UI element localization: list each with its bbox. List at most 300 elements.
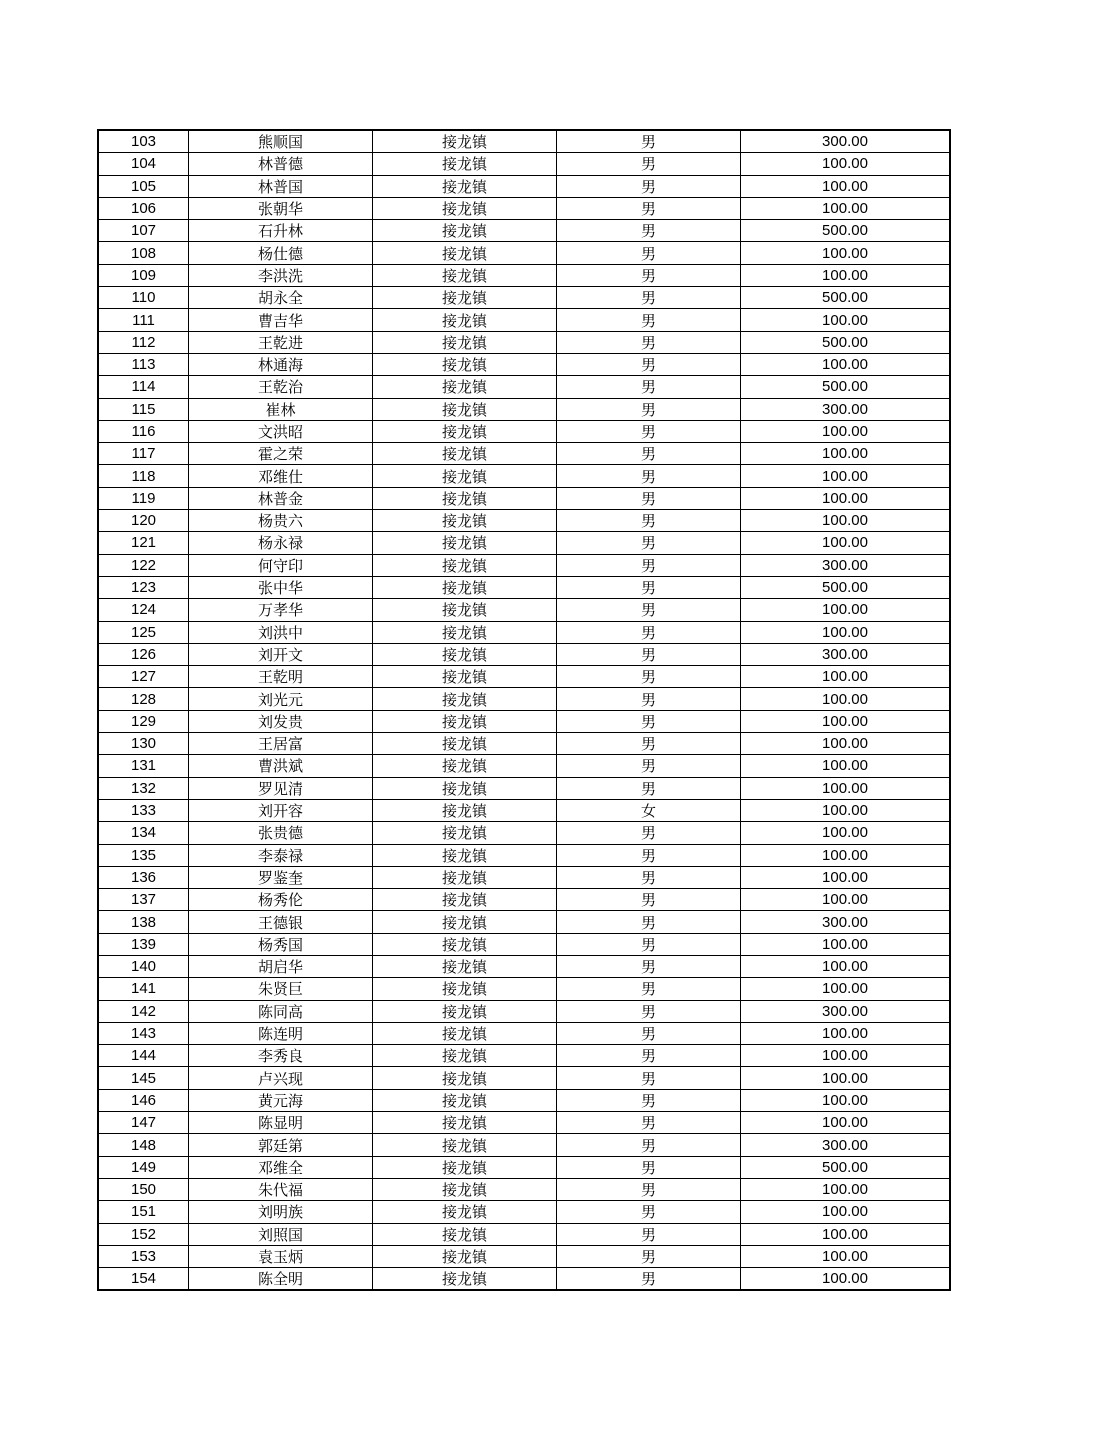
town-cell: 接龙镇 xyxy=(373,1067,557,1089)
gender-cell: 男 xyxy=(557,264,741,286)
row-index-cell: 140 xyxy=(98,955,189,977)
town-cell: 接龙镇 xyxy=(373,576,557,598)
amount-cell: 100.00 xyxy=(741,889,951,911)
amount-cell: 100.00 xyxy=(741,666,951,688)
amount-cell: 100.00 xyxy=(741,153,951,175)
gender-cell: 男 xyxy=(557,889,741,911)
table-row xyxy=(98,911,950,933)
row-index-cell: 138 xyxy=(98,911,189,933)
name-cell: 郭廷第 xyxy=(189,1134,373,1156)
name-cell: 胡永全 xyxy=(189,287,373,309)
data-table xyxy=(97,129,951,1291)
gender-cell: 男 xyxy=(557,510,741,532)
name-cell: 刘开文 xyxy=(189,643,373,665)
name-cell: 黄元海 xyxy=(189,1089,373,1111)
table-row xyxy=(98,710,950,732)
table-row xyxy=(98,331,950,353)
amount-cell: 100.00 xyxy=(741,866,951,888)
amount-cell: 300.00 xyxy=(741,554,951,576)
name-cell: 朱贤巨 xyxy=(189,978,373,1000)
row-index-cell: 139 xyxy=(98,933,189,955)
amount-cell: 100.00 xyxy=(741,1045,951,1067)
name-cell: 霍之荣 xyxy=(189,443,373,465)
town-cell: 接龙镇 xyxy=(373,978,557,1000)
row-index-cell: 123 xyxy=(98,576,189,598)
amount-cell: 500.00 xyxy=(741,576,951,598)
gender-cell: 男 xyxy=(557,621,741,643)
row-index-cell: 118 xyxy=(98,465,189,487)
gender-cell: 男 xyxy=(557,443,741,465)
town-cell: 接龙镇 xyxy=(373,889,557,911)
gender-cell: 男 xyxy=(557,465,741,487)
table-row xyxy=(98,955,950,977)
town-cell: 接龙镇 xyxy=(373,1268,557,1291)
gender-cell: 男 xyxy=(557,1201,741,1223)
gender-cell: 男 xyxy=(557,287,741,309)
row-index-cell: 145 xyxy=(98,1067,189,1089)
name-cell: 王居富 xyxy=(189,733,373,755)
row-index-cell: 124 xyxy=(98,599,189,621)
name-cell: 卢兴现 xyxy=(189,1067,373,1089)
table-row xyxy=(98,398,950,420)
table-row xyxy=(98,264,950,286)
gender-cell: 男 xyxy=(557,197,741,219)
table-row xyxy=(98,733,950,755)
row-index-cell: 103 xyxy=(98,130,189,153)
gender-cell: 男 xyxy=(557,1112,741,1134)
name-cell: 杨贵六 xyxy=(189,510,373,532)
amount-cell: 100.00 xyxy=(741,353,951,375)
row-index-cell: 105 xyxy=(98,175,189,197)
name-cell: 杨秀伦 xyxy=(189,889,373,911)
table-row xyxy=(98,130,950,153)
gender-cell: 男 xyxy=(557,933,741,955)
gender-cell: 男 xyxy=(557,554,741,576)
town-cell: 接龙镇 xyxy=(373,866,557,888)
row-index-cell: 147 xyxy=(98,1112,189,1134)
table-row xyxy=(98,1245,950,1267)
row-index-cell: 113 xyxy=(98,353,189,375)
name-cell: 王乾治 xyxy=(189,376,373,398)
amount-cell: 500.00 xyxy=(741,287,951,309)
town-cell: 接龙镇 xyxy=(373,1134,557,1156)
gender-cell: 男 xyxy=(557,1022,741,1044)
row-index-cell: 121 xyxy=(98,532,189,554)
name-cell: 陈显明 xyxy=(189,1112,373,1134)
town-cell: 接龙镇 xyxy=(373,130,557,153)
row-index-cell: 142 xyxy=(98,1000,189,1022)
table-row xyxy=(98,1223,950,1245)
row-index-cell: 135 xyxy=(98,844,189,866)
town-cell: 接龙镇 xyxy=(373,955,557,977)
row-index-cell: 114 xyxy=(98,376,189,398)
amount-cell: 100.00 xyxy=(741,621,951,643)
row-index-cell: 132 xyxy=(98,777,189,799)
name-cell: 曹洪斌 xyxy=(189,755,373,777)
table-row xyxy=(98,1067,950,1089)
name-cell: 何守印 xyxy=(189,554,373,576)
amount-cell: 100.00 xyxy=(741,532,951,554)
town-cell: 接龙镇 xyxy=(373,911,557,933)
gender-cell: 男 xyxy=(557,1045,741,1067)
row-index-cell: 120 xyxy=(98,510,189,532)
amount-cell: 100.00 xyxy=(741,510,951,532)
town-cell: 接龙镇 xyxy=(373,554,557,576)
name-cell: 刘明族 xyxy=(189,1201,373,1223)
table-row xyxy=(98,844,950,866)
town-cell: 接龙镇 xyxy=(373,599,557,621)
town-cell: 接龙镇 xyxy=(373,1156,557,1178)
gender-cell: 男 xyxy=(557,242,741,264)
table-row xyxy=(98,799,950,821)
table-row xyxy=(98,1268,950,1291)
table-row xyxy=(98,1022,950,1044)
table-row xyxy=(98,978,950,1000)
row-index-cell: 108 xyxy=(98,242,189,264)
gender-cell: 男 xyxy=(557,911,741,933)
gender-cell: 男 xyxy=(557,130,741,153)
table-row xyxy=(98,220,950,242)
row-index-cell: 127 xyxy=(98,666,189,688)
amount-cell: 100.00 xyxy=(741,487,951,509)
name-cell: 杨永禄 xyxy=(189,532,373,554)
name-cell: 张中华 xyxy=(189,576,373,598)
table-row xyxy=(98,933,950,955)
row-index-cell: 111 xyxy=(98,309,189,331)
town-cell: 接龙镇 xyxy=(373,264,557,286)
gender-cell: 男 xyxy=(557,175,741,197)
amount-cell: 300.00 xyxy=(741,1134,951,1156)
table-row xyxy=(98,197,950,219)
gender-cell: 男 xyxy=(557,710,741,732)
name-cell: 杨仕德 xyxy=(189,242,373,264)
town-cell: 接龙镇 xyxy=(373,1022,557,1044)
name-cell: 王乾进 xyxy=(189,331,373,353)
table-row xyxy=(98,755,950,777)
gender-cell: 男 xyxy=(557,420,741,442)
row-index-cell: 141 xyxy=(98,978,189,1000)
name-cell: 张贵德 xyxy=(189,822,373,844)
town-cell: 接龙镇 xyxy=(373,398,557,420)
table-row xyxy=(98,532,950,554)
name-cell: 罗见清 xyxy=(189,777,373,799)
gender-cell: 男 xyxy=(557,978,741,1000)
table-row xyxy=(98,376,950,398)
table-row xyxy=(98,487,950,509)
gender-cell: 男 xyxy=(557,309,741,331)
table-row xyxy=(98,1178,950,1200)
amount-cell: 100.00 xyxy=(741,175,951,197)
row-index-cell: 144 xyxy=(98,1045,189,1067)
amount-cell: 100.00 xyxy=(741,955,951,977)
amount-cell: 500.00 xyxy=(741,220,951,242)
gender-cell: 男 xyxy=(557,755,741,777)
name-cell: 李泰禄 xyxy=(189,844,373,866)
table-row xyxy=(98,465,950,487)
town-cell: 接龙镇 xyxy=(373,287,557,309)
name-cell: 林通海 xyxy=(189,353,373,375)
name-cell: 林普国 xyxy=(189,175,373,197)
town-cell: 接龙镇 xyxy=(373,443,557,465)
town-cell: 接龙镇 xyxy=(373,197,557,219)
town-cell: 接龙镇 xyxy=(373,353,557,375)
amount-cell: 100.00 xyxy=(741,264,951,286)
name-cell: 杨秀国 xyxy=(189,933,373,955)
name-cell: 刘发贵 xyxy=(189,710,373,732)
town-cell: 接龙镇 xyxy=(373,844,557,866)
town-cell: 接龙镇 xyxy=(373,153,557,175)
gender-cell: 男 xyxy=(557,532,741,554)
town-cell: 接龙镇 xyxy=(373,376,557,398)
row-index-cell: 151 xyxy=(98,1201,189,1223)
name-cell: 张朝华 xyxy=(189,197,373,219)
amount-cell: 300.00 xyxy=(741,1000,951,1022)
gender-cell: 男 xyxy=(557,666,741,688)
gender-cell: 男 xyxy=(557,353,741,375)
table-row xyxy=(98,420,950,442)
row-index-cell: 137 xyxy=(98,889,189,911)
row-index-cell: 148 xyxy=(98,1134,189,1156)
gender-cell: 男 xyxy=(557,220,741,242)
row-index-cell: 143 xyxy=(98,1022,189,1044)
gender-cell: 男 xyxy=(557,777,741,799)
name-cell: 林普德 xyxy=(189,153,373,175)
town-cell: 接龙镇 xyxy=(373,1000,557,1022)
table-row xyxy=(98,621,950,643)
table-row xyxy=(98,822,950,844)
amount-cell: 100.00 xyxy=(741,733,951,755)
name-cell: 李秀良 xyxy=(189,1045,373,1067)
town-cell: 接龙镇 xyxy=(373,220,557,242)
amount-cell: 100.00 xyxy=(741,1178,951,1200)
amount-cell: 100.00 xyxy=(741,1245,951,1267)
amount-cell: 100.00 xyxy=(741,1089,951,1111)
row-index-cell: 149 xyxy=(98,1156,189,1178)
name-cell: 罗鉴奎 xyxy=(189,866,373,888)
row-index-cell: 146 xyxy=(98,1089,189,1111)
town-cell: 接龙镇 xyxy=(373,933,557,955)
gender-cell: 男 xyxy=(557,1134,741,1156)
table-row xyxy=(98,353,950,375)
gender-cell: 男 xyxy=(557,866,741,888)
gender-cell: 男 xyxy=(557,1156,741,1178)
amount-cell: 100.00 xyxy=(741,844,951,866)
table-row xyxy=(98,554,950,576)
table-row xyxy=(98,889,950,911)
town-cell: 接龙镇 xyxy=(373,799,557,821)
row-index-cell: 110 xyxy=(98,287,189,309)
gender-cell: 男 xyxy=(557,1000,741,1022)
town-cell: 接龙镇 xyxy=(373,777,557,799)
row-index-cell: 130 xyxy=(98,733,189,755)
name-cell: 王乾明 xyxy=(189,666,373,688)
name-cell: 刘照国 xyxy=(189,1223,373,1245)
name-cell: 邓维全 xyxy=(189,1156,373,1178)
row-index-cell: 119 xyxy=(98,487,189,509)
town-cell: 接龙镇 xyxy=(373,331,557,353)
table-row xyxy=(98,866,950,888)
amount-cell: 100.00 xyxy=(741,933,951,955)
amount-cell: 500.00 xyxy=(741,331,951,353)
table-row xyxy=(98,175,950,197)
town-cell: 接龙镇 xyxy=(373,465,557,487)
amount-cell: 500.00 xyxy=(741,1156,951,1178)
amount-cell: 500.00 xyxy=(741,376,951,398)
gender-cell: 男 xyxy=(557,599,741,621)
town-cell: 接龙镇 xyxy=(373,487,557,509)
amount-cell: 100.00 xyxy=(741,755,951,777)
row-index-cell: 117 xyxy=(98,443,189,465)
name-cell: 万孝华 xyxy=(189,599,373,621)
table-row xyxy=(98,443,950,465)
gender-cell: 男 xyxy=(557,688,741,710)
amount-cell: 100.00 xyxy=(741,599,951,621)
town-cell: 接龙镇 xyxy=(373,420,557,442)
row-index-cell: 131 xyxy=(98,755,189,777)
amount-cell: 100.00 xyxy=(741,242,951,264)
amount-cell: 100.00 xyxy=(741,777,951,799)
row-index-cell: 152 xyxy=(98,1223,189,1245)
gender-cell: 男 xyxy=(557,398,741,420)
name-cell: 石升林 xyxy=(189,220,373,242)
row-index-cell: 153 xyxy=(98,1245,189,1267)
town-cell: 接龙镇 xyxy=(373,1223,557,1245)
gender-cell: 男 xyxy=(557,331,741,353)
gender-cell: 男 xyxy=(557,576,741,598)
town-cell: 接龙镇 xyxy=(373,1045,557,1067)
table-row xyxy=(98,576,950,598)
gender-cell: 女 xyxy=(557,799,741,821)
row-index-cell: 107 xyxy=(98,220,189,242)
amount-cell: 100.00 xyxy=(741,1268,951,1291)
town-cell: 接龙镇 xyxy=(373,822,557,844)
table-row xyxy=(98,688,950,710)
name-cell: 陈连明 xyxy=(189,1022,373,1044)
row-index-cell: 133 xyxy=(98,799,189,821)
name-cell: 邓维仕 xyxy=(189,465,373,487)
table-row xyxy=(98,1045,950,1067)
town-cell: 接龙镇 xyxy=(373,666,557,688)
name-cell: 陈同高 xyxy=(189,1000,373,1022)
town-cell: 接龙镇 xyxy=(373,242,557,264)
name-cell: 林普金 xyxy=(189,487,373,509)
amount-cell: 100.00 xyxy=(741,978,951,1000)
gender-cell: 男 xyxy=(557,733,741,755)
amount-cell: 100.00 xyxy=(741,799,951,821)
row-index-cell: 134 xyxy=(98,822,189,844)
amount-cell: 100.00 xyxy=(741,1067,951,1089)
town-cell: 接龙镇 xyxy=(373,621,557,643)
amount-cell: 100.00 xyxy=(741,710,951,732)
gender-cell: 男 xyxy=(557,1067,741,1089)
table-row xyxy=(98,309,950,331)
amount-cell: 100.00 xyxy=(741,822,951,844)
town-cell: 接龙镇 xyxy=(373,175,557,197)
row-index-cell: 136 xyxy=(98,866,189,888)
gender-cell: 男 xyxy=(557,487,741,509)
amount-cell: 100.00 xyxy=(741,465,951,487)
name-cell: 刘光元 xyxy=(189,688,373,710)
name-cell: 刘开容 xyxy=(189,799,373,821)
town-cell: 接龙镇 xyxy=(373,1178,557,1200)
table-row xyxy=(98,666,950,688)
amount-cell: 300.00 xyxy=(741,911,951,933)
row-index-cell: 106 xyxy=(98,197,189,219)
row-index-cell: 109 xyxy=(98,264,189,286)
gender-cell: 男 xyxy=(557,1178,741,1200)
town-cell: 接龙镇 xyxy=(373,1245,557,1267)
amount-cell: 100.00 xyxy=(741,197,951,219)
table-row xyxy=(98,1112,950,1134)
row-index-cell: 115 xyxy=(98,398,189,420)
table-row xyxy=(98,153,950,175)
amount-cell: 100.00 xyxy=(741,1223,951,1245)
town-cell: 接龙镇 xyxy=(373,755,557,777)
town-cell: 接龙镇 xyxy=(373,1201,557,1223)
data-table-body xyxy=(98,130,950,1290)
table-row xyxy=(98,510,950,532)
row-index-cell: 126 xyxy=(98,643,189,665)
amount-cell: 100.00 xyxy=(741,1201,951,1223)
amount-cell: 100.00 xyxy=(741,420,951,442)
row-index-cell: 129 xyxy=(98,710,189,732)
gender-cell: 男 xyxy=(557,376,741,398)
name-cell: 崔林 xyxy=(189,398,373,420)
row-index-cell: 128 xyxy=(98,688,189,710)
name-cell: 朱代福 xyxy=(189,1178,373,1200)
amount-cell: 300.00 xyxy=(741,130,951,153)
name-cell: 陈全明 xyxy=(189,1268,373,1291)
town-cell: 接龙镇 xyxy=(373,733,557,755)
row-index-cell: 112 xyxy=(98,331,189,353)
town-cell: 接龙镇 xyxy=(373,710,557,732)
amount-cell: 100.00 xyxy=(741,309,951,331)
table-row xyxy=(98,1000,950,1022)
row-index-cell: 116 xyxy=(98,420,189,442)
row-index-cell: 150 xyxy=(98,1178,189,1200)
town-cell: 接龙镇 xyxy=(373,1089,557,1111)
table-row xyxy=(98,1089,950,1111)
gender-cell: 男 xyxy=(557,822,741,844)
amount-cell: 300.00 xyxy=(741,643,951,665)
table-row xyxy=(98,1201,950,1223)
town-cell: 接龙镇 xyxy=(373,309,557,331)
town-cell: 接龙镇 xyxy=(373,1112,557,1134)
row-index-cell: 122 xyxy=(98,554,189,576)
name-cell: 李洪洗 xyxy=(189,264,373,286)
gender-cell: 男 xyxy=(557,643,741,665)
table-row xyxy=(98,599,950,621)
table-row xyxy=(98,777,950,799)
table-row xyxy=(98,1134,950,1156)
gender-cell: 男 xyxy=(557,844,741,866)
name-cell: 文洪昭 xyxy=(189,420,373,442)
gender-cell: 男 xyxy=(557,1245,741,1267)
amount-cell: 100.00 xyxy=(741,1022,951,1044)
amount-cell: 300.00 xyxy=(741,398,951,420)
name-cell: 曹吉华 xyxy=(189,309,373,331)
gender-cell: 男 xyxy=(557,1268,741,1291)
name-cell: 刘洪中 xyxy=(189,621,373,643)
town-cell: 接龙镇 xyxy=(373,688,557,710)
gender-cell: 男 xyxy=(557,153,741,175)
town-cell: 接龙镇 xyxy=(373,532,557,554)
town-cell: 接龙镇 xyxy=(373,643,557,665)
name-cell: 胡启华 xyxy=(189,955,373,977)
gender-cell: 男 xyxy=(557,955,741,977)
gender-cell: 男 xyxy=(557,1223,741,1245)
town-cell: 接龙镇 xyxy=(373,510,557,532)
